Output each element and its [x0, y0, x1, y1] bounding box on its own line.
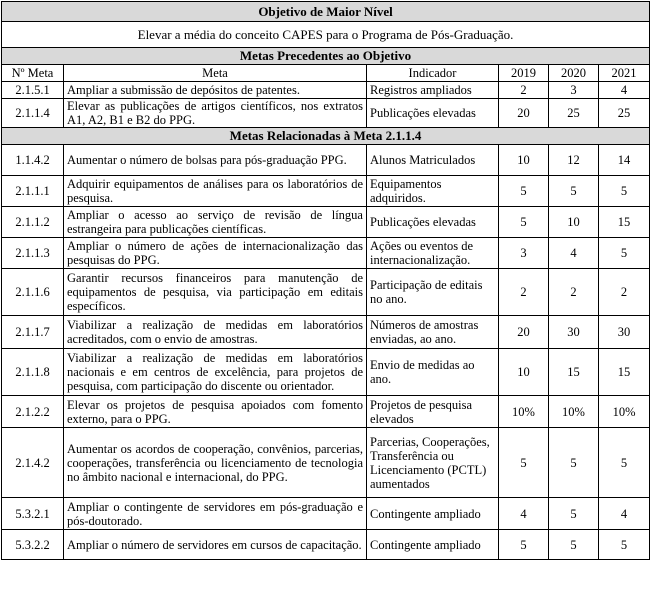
value-2019: 10 [499, 349, 549, 396]
value-2020: 3 [549, 82, 599, 99]
value-2020: 15 [549, 349, 599, 396]
meta-number: 2.1.2.2 [2, 396, 64, 428]
meta-description: Ampliar o contingente de servidores em pós-graduação e pós-doutorado. [64, 498, 367, 530]
meta-indicator: Ações ou eventos de internacionalização. [367, 238, 499, 269]
value-2020: 2 [549, 269, 599, 316]
meta-description: Elevar os projetos de pesquisa apoiados com fomento externo, para o PPG. [64, 396, 367, 428]
value-2021: 15 [599, 207, 650, 238]
value-2020: 5 [549, 498, 599, 530]
table-row [2, 396, 650, 428]
value-2019: 10% [499, 396, 549, 428]
meta-number: 1.1.4.2 [2, 145, 64, 176]
meta-indicator: Publicações elevadas [367, 99, 499, 128]
table-row [2, 207, 650, 238]
meta-description: Aumentar o número de bolsas para pós-graduação PPG. [64, 145, 367, 176]
meta-indicator: Contingente ampliado [367, 530, 499, 560]
meta-number: 2.1.1.3 [2, 238, 64, 269]
meta-number: 5.3.2.2 [2, 530, 64, 560]
meta-description: Ampliar a submissão de depósitos de patentes. [64, 82, 367, 99]
meta-description: Elevar as publicações de artigos científicos, nos extratos A1, A2, B1 e B2 do PPG. [64, 99, 367, 128]
table-row [2, 498, 650, 530]
table-row [2, 530, 650, 560]
value-2021: 5 [599, 428, 650, 498]
value-2021: 14 [599, 145, 650, 176]
meta-indicator: Números de amostras enviadas, ao ano. [367, 316, 499, 349]
meta-description: Garantir recursos financeiros para manutenção de equipamentos de pesquisa, via participação em editais específicos. [64, 269, 367, 316]
meta-number: 2.1.1.1 [2, 176, 64, 207]
objective-text: Elevar a média do conceito CAPES para o Programa de Pós-Graduação. [2, 22, 650, 48]
table-row [2, 349, 650, 396]
value-2021: 10% [599, 396, 650, 428]
value-2020: 10 [549, 207, 599, 238]
meta-number: 2.1.1.2 [2, 207, 64, 238]
value-2019: 10 [499, 145, 549, 176]
value-2021: 30 [599, 316, 650, 349]
value-2020: 25 [549, 99, 599, 128]
value-2019: 5 [499, 428, 549, 498]
meta-number: 2.1.1.4 [2, 99, 64, 128]
value-2021: 5 [599, 176, 650, 207]
table-row [2, 145, 650, 176]
value-2019: 2 [499, 269, 549, 316]
meta-indicator: Parcerias, Cooperações, Transferência ou Licenciamento (PCTL) aumentados [367, 428, 499, 498]
value-2020: 30 [549, 316, 599, 349]
meta-description: Viabilizar a realização de medidas em laboratórios nacionais e em centros de excelência, para projetos de pesquisa, com participação do discente ou orientador. [64, 349, 367, 396]
value-2019: 5 [499, 530, 549, 560]
value-2021: 5 [599, 238, 650, 269]
preceding-section-title: Metas Precedentes ao Objetivo [2, 48, 650, 65]
col-header-meta: Meta [64, 65, 367, 82]
col-header-2020: 2020 [549, 65, 599, 82]
value-2019: 20 [499, 316, 549, 349]
table-row [2, 316, 650, 349]
meta-indicator: Contingente ampliado [367, 498, 499, 530]
value-2019: 2 [499, 82, 549, 99]
value-2020: 10% [549, 396, 599, 428]
objective-title: Objetivo de Maior Nível [2, 2, 650, 22]
value-2020: 12 [549, 145, 599, 176]
related-section-title: Metas Relacionadas à Meta 2.1.1.4 [2, 128, 650, 145]
value-2021: 5 [599, 530, 650, 560]
value-2019: 5 [499, 176, 549, 207]
meta-description: Ampliar o acesso ao serviço de revisão de língua estrangeira para publicações científicas. [64, 207, 367, 238]
meta-indicator: Registros ampliados [367, 82, 499, 99]
meta-indicator: Projetos de pesquisa elevados [367, 396, 499, 428]
value-2021: 2 [599, 269, 650, 316]
col-header-indicator: Indicador [367, 65, 499, 82]
meta-indicator: Envio de medidas ao ano. [367, 349, 499, 396]
value-2019: 4 [499, 498, 549, 530]
value-2020: 4 [549, 238, 599, 269]
meta-description: Viabilizar a realização de medidas em laboratórios acreditados, com o envio de amostras. [64, 316, 367, 349]
meta-indicator: Equipamentos adquiridos. [367, 176, 499, 207]
table-row [2, 269, 650, 316]
table-row [2, 238, 650, 269]
meta-indicator: Alunos Matriculados [367, 145, 499, 176]
value-2020: 5 [549, 428, 599, 498]
meta-indicator: Publicações elevadas [367, 207, 499, 238]
value-2021: 4 [599, 498, 650, 530]
meta-number: 2.1.5.1 [2, 82, 64, 99]
meta-number: 2.1.1.6 [2, 269, 64, 316]
column-header-row [2, 65, 650, 82]
goals-table [1, 1, 650, 560]
value-2019: 5 [499, 207, 549, 238]
meta-number: 2.1.4.2 [2, 428, 64, 498]
table-row [2, 428, 650, 498]
meta-number: 2.1.1.8 [2, 349, 64, 396]
col-header-2019: 2019 [499, 65, 549, 82]
value-2020: 5 [549, 176, 599, 207]
meta-indicator: Participação de editais no ano. [367, 269, 499, 316]
value-2021: 25 [599, 99, 650, 128]
value-2021: 4 [599, 82, 650, 99]
table-row [2, 82, 650, 99]
meta-description: Ampliar o número de ações de internacionalização das pesquisas do PPG. [64, 238, 367, 269]
col-header-num: Nº Meta [2, 65, 64, 82]
meta-number: 2.1.1.7 [2, 316, 64, 349]
meta-number: 5.3.2.1 [2, 498, 64, 530]
value-2020: 5 [549, 530, 599, 560]
meta-description: Ampliar o número de servidores em cursos de capacitação. [64, 530, 367, 560]
value-2021: 15 [599, 349, 650, 396]
meta-description: Adquirir equipamentos de análises para os laboratórios de pesquisa. [64, 176, 367, 207]
col-header-2021: 2021 [599, 65, 650, 82]
value-2019: 20 [499, 99, 549, 128]
table-row [2, 99, 650, 128]
value-2019: 3 [499, 238, 549, 269]
table-row [2, 176, 650, 207]
meta-description: Aumentar os acordos de cooperação, convênios, parcerias, cooperações, transferência ou licenciamento de tecnologia no âmbito nacional e internacional, do PPG. [64, 428, 367, 498]
